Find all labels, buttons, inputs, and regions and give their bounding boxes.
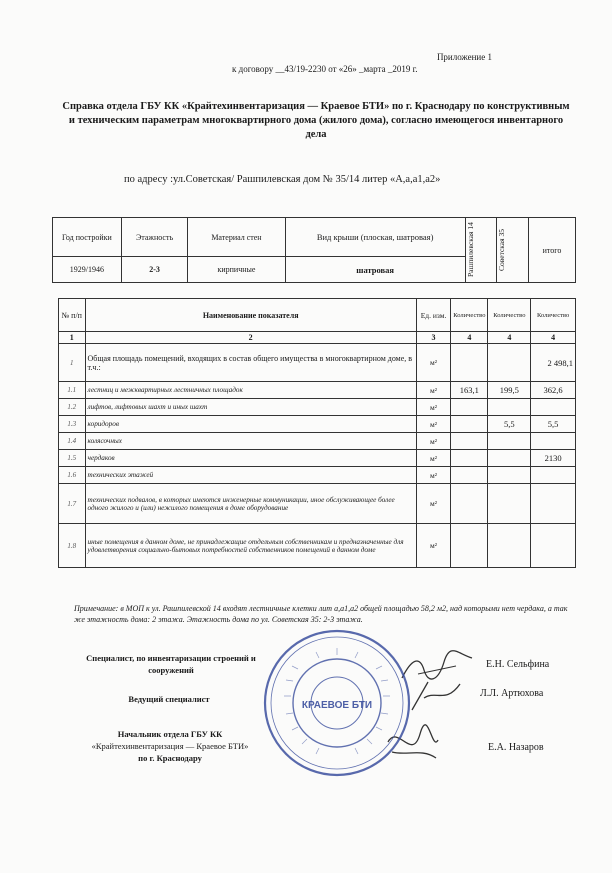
row-value-3 — [531, 467, 576, 484]
value-roof: шатровая — [285, 257, 465, 283]
row-unit: м² — [416, 344, 450, 382]
row-value-1 — [451, 344, 488, 382]
header-quantity-1: Количество — [451, 299, 488, 332]
header-quantity-2: Количество — [488, 299, 531, 332]
row-value-1 — [451, 524, 488, 568]
signatory-role-2: Ведущий специалист — [128, 694, 210, 704]
row-number: 1.7 — [59, 484, 86, 524]
header-number: № п/п — [59, 299, 86, 332]
annex-label: Приложение 1 — [436, 52, 492, 62]
index-cell: 4 — [531, 332, 576, 344]
row-number: 1.3 — [59, 416, 86, 433]
row-value-2 — [488, 467, 531, 484]
row-value-1 — [451, 399, 488, 416]
row-value-2: 5,5 — [488, 416, 531, 433]
table-row — [59, 524, 576, 568]
index-cell: 2 — [85, 332, 416, 344]
signatory-name-1: Е.Н. Сельфина — [486, 659, 550, 670]
row-unit: м² — [416, 399, 450, 416]
table-row — [59, 382, 576, 399]
value-material: кирпичные — [188, 257, 285, 283]
value-year: 1929/1946 — [53, 257, 122, 283]
index-cell: 1 — [59, 332, 86, 344]
row-value-2 — [488, 484, 531, 524]
role3-line1: Начальник отдела ГБУ КК — [117, 729, 223, 739]
signatory-name-3: Е.А. Назаров — [488, 742, 544, 753]
row-value-2 — [488, 524, 531, 568]
row-value-2 — [488, 344, 531, 382]
header-unit: Ед. изм. — [416, 299, 450, 332]
row-value-3 — [531, 484, 576, 524]
table-row — [59, 467, 576, 484]
signatory-role-3 — [60, 728, 280, 764]
table-row — [59, 484, 576, 524]
row-number: 1.1 — [59, 382, 86, 399]
row-number: 1.4 — [59, 433, 86, 450]
contract-reference: к договору __43/19-2230 от «26» _марта _2019 г. — [232, 64, 418, 74]
role3-line2: «Крайтехинвентаризация — Краевое БТИ» — [91, 741, 249, 751]
value-floors: 2-3 — [121, 257, 188, 283]
row-value-3: 2 498,1 — [531, 344, 576, 382]
stamp-center-text: КРАЕВОЕ БТИ — [301, 700, 373, 711]
row-value-2: 199,5 — [488, 382, 531, 399]
row-unit: м² — [416, 467, 450, 484]
table-row — [59, 344, 576, 382]
row-unit: м² — [416, 450, 450, 467]
table-row — [59, 450, 576, 467]
row-value-2 — [488, 450, 531, 467]
row-number: 1.8 — [59, 524, 86, 568]
row-value-1 — [451, 416, 488, 433]
header-indicator: Наименование показателя — [85, 299, 416, 332]
signatory-role-1: Специалист, по инвентаризации строений и сооружений — [86, 653, 256, 675]
row-name: коридоров — [85, 416, 416, 433]
row-value-1 — [451, 484, 488, 524]
header-material: Материал стен — [188, 218, 285, 257]
row-value-1 — [451, 450, 488, 467]
row-number: 1.2 — [59, 399, 86, 416]
footnote: Примечание: в МОП к ул. Рашпилевской 14 входят лестничные клетки лит а,а1,а2 общей площадью 58,2 м2, над которыми нет чердака, а так же этажность дома: 2 этажа. Этажность дома по ул. Советская 35: 2-3 этажа. — [74, 604, 568, 624]
row-value-2 — [488, 433, 531, 450]
row-value-1: 163,1 — [451, 382, 488, 399]
row-unit: м² — [416, 382, 450, 399]
row-value-3 — [531, 524, 576, 568]
row-value-3 — [531, 399, 576, 416]
signatory-name-2: Л.Л. Артюхова — [480, 688, 544, 699]
row-unit: м² — [416, 484, 450, 524]
row-name: лестниц и межквартирных лестничных площадок — [85, 382, 416, 399]
row-name: Общая площадь помещений, входящих в состав общего имущества в многоквартирном доме, в т.ч.: — [85, 344, 416, 382]
table-row — [59, 399, 576, 416]
header-year: Год постройки — [53, 218, 122, 257]
index-cell: 4 — [488, 332, 531, 344]
index-cell: 3 — [416, 332, 450, 344]
signature-scrawl-2 — [406, 676, 466, 716]
row-name: иные помещения в данном доме, не принадлежащие отдельным собственникам и предназначенные для удовлетворения социально-бытовых потребностей собственников помещений в данном доме — [85, 524, 416, 568]
row-value-2 — [488, 399, 531, 416]
index-row — [59, 332, 576, 344]
building-table — [52, 217, 576, 283]
row-value-1 — [451, 467, 488, 484]
row-unit: м² — [416, 524, 450, 568]
header-total: итого — [529, 218, 576, 283]
row-name: технических этажей — [85, 467, 416, 484]
table-row — [59, 416, 576, 433]
row-value-1 — [451, 433, 488, 450]
address-line: по адресу :ул.Советская/ Рашпилевская дом № 35/14 литер «А,а,а1,а2» — [124, 174, 441, 185]
header-roof: Вид крыши (плоская, шатровая) — [285, 218, 465, 257]
parameters-table — [58, 298, 576, 568]
row-unit: м² — [416, 416, 450, 433]
row-name: чердаков — [85, 450, 416, 467]
role3-line3: по г. Краснодару — [138, 753, 202, 763]
index-cell: 4 — [451, 332, 488, 344]
row-value-3 — [531, 433, 576, 450]
row-value-3: 5,5 — [531, 416, 576, 433]
official-stamp — [262, 628, 412, 778]
header-quantity-3: Количество — [531, 299, 576, 332]
header-floors: Этажность — [121, 218, 188, 257]
table-row — [59, 433, 576, 450]
header-rashpilevskaya: Рашпилевская 14 — [465, 218, 497, 283]
row-number: 1 — [59, 344, 86, 382]
row-unit: м² — [416, 433, 450, 450]
row-name: лифтов, лифтовых шахт и иных шахт — [85, 399, 416, 416]
document-title: Справка отдела ГБУ КК «Крайтехинвентаризация — Краевое БТИ» по г. Краснодару по конструктивным и техническим параметрам многоквартирного дома (жилого дома), согласно имеющегося инвентарного дела — [62, 101, 570, 140]
row-value-3: 362,6 — [531, 382, 576, 399]
row-number: 1.6 — [59, 467, 86, 484]
row-number: 1.5 — [59, 450, 86, 467]
row-name: технических подвалов, в которых имеются инженерные коммуникации, иное обслуживающее более одного жилого и (или) нежилого помещения в доме оборудование — [85, 484, 416, 524]
row-name: колясочных — [85, 433, 416, 450]
row-value-3: 2130 — [531, 450, 576, 467]
header-sovetskaya: Советская 35 — [497, 218, 529, 283]
